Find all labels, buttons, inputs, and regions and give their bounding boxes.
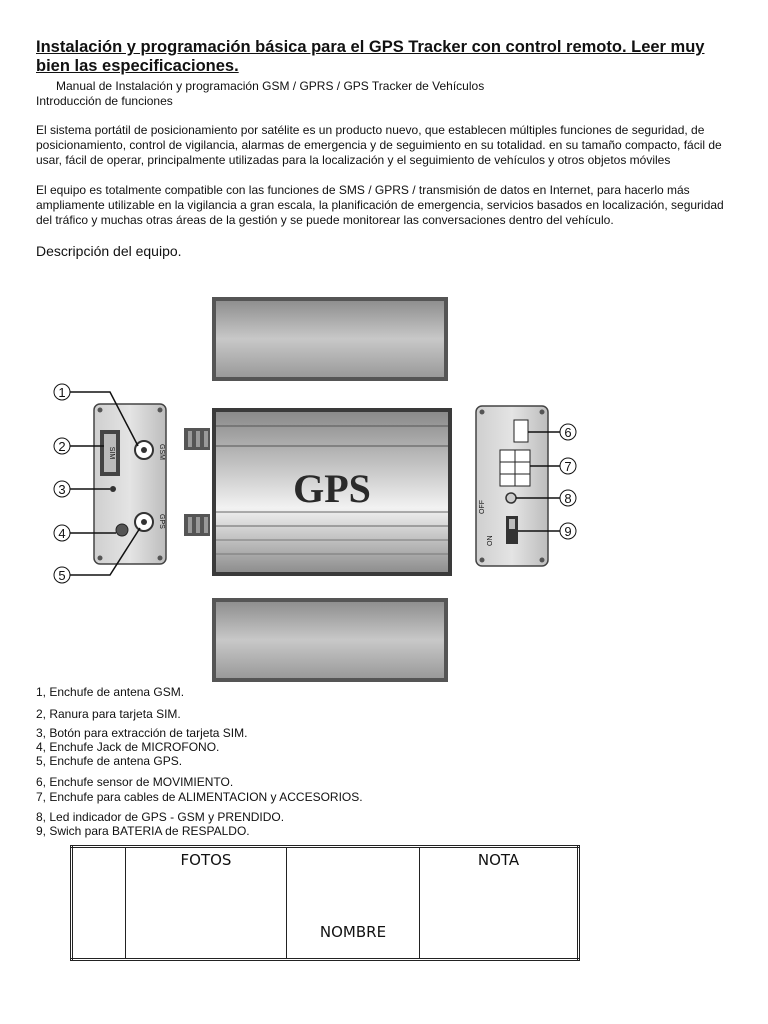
callout-6: 6 xyxy=(564,425,572,440)
device-logo: GPS xyxy=(293,466,371,511)
callout-3: 3 xyxy=(58,482,66,497)
body-connector-top xyxy=(184,428,210,450)
callout-2: 2 xyxy=(58,439,66,454)
intro-heading: Introducción de funciones xyxy=(36,94,173,108)
nombre-label: NOMBRE xyxy=(319,923,387,941)
legend-item-6: 6, Enchufe sensor de MOVIMIENTO. xyxy=(36,775,234,789)
paragraph-1: El sistema portátil de posicionamiento por satélite es un producto nuevo, que establecen múltiples funciones de seguridad, de posicionamiento, control de vigilancia, alarmas de emergencia y de seguimiento en su totalidad. en su tamaño compacto, fácil de usar, fácil de operar, principalmente utilizadas para la localización y el seguimiento de vehículos y otros objetos móviles xyxy=(36,123,722,167)
callout-8: 8 xyxy=(564,491,572,506)
legend-item-5: 5, Enchufe de antena GPS. xyxy=(36,754,183,768)
nota-header: NOTA xyxy=(477,851,520,869)
gsm-port-label: GSM xyxy=(158,444,165,460)
legend-item-7: 7, Enchufe para cables de ALIMENTACION y ACCESORIOS. xyxy=(36,790,363,804)
right-end-panel xyxy=(476,406,548,566)
callout-9: 9 xyxy=(564,524,572,539)
paragraph-2: El equipo es totalmente compatible con las funciones de SMS / GPRS / transmisión de datos en Internet, para hacerlo más ampliamente utilizable en la vigilancia a gran escala, la planificación de emergencia, servicios basados en localización, seguridad del tráfico y muchas otras áreas de la gestión y se puede monitorear las conversaciones dentro del vehículo. xyxy=(36,183,724,227)
fotos-header: FOTOS xyxy=(180,851,232,869)
manual-subtitle: Manual de Instalación y programación GSM / GPRS / GPS Tracker de Vehículos xyxy=(56,79,485,93)
legend-item-1: 1, Enchufe de antena GSM. xyxy=(36,685,185,699)
left-end-panel xyxy=(94,404,166,564)
gps-port-label: GPS xyxy=(158,514,165,529)
callout-7: 7 xyxy=(564,459,572,474)
device-body xyxy=(212,408,452,576)
sim-slot-label: SIM xyxy=(108,446,115,460)
callout-5: 5 xyxy=(58,568,66,583)
legend-item-8: 8, Led indicador de GPS - GSM y PRENDIDO. xyxy=(36,810,285,824)
top-plate xyxy=(212,297,448,381)
record-table xyxy=(70,845,580,961)
table-cell-fotos xyxy=(126,847,287,960)
table-cell-blank xyxy=(72,847,126,960)
bottom-plate xyxy=(212,598,448,682)
legend-item-4: 4, Enchufe Jack de MICROFONO. xyxy=(36,740,220,754)
callout-4: 4 xyxy=(58,526,66,541)
legend-item-3: 3, Botón para extracción de tarjeta SIM. xyxy=(36,726,248,740)
switch-on-label: ON xyxy=(487,535,494,546)
body-connector-bottom xyxy=(184,514,210,536)
switch-off-label: OFF xyxy=(479,500,486,514)
document-title: Instalación y programación básica para el GPS Tracker con control remoto. Leer muy bien las especificaciones. xyxy=(36,38,705,75)
callout-1: 1 xyxy=(58,385,66,400)
legend-item-9: 9, Swich para BATERIA de RESPALDO. xyxy=(36,824,250,838)
equipment-heading: Descripción del equipo. xyxy=(36,243,182,259)
table-cell-nombre xyxy=(287,847,420,960)
legend-item-2: 2, Ranura para tarjeta SIM. xyxy=(36,707,181,721)
table-cell-nota xyxy=(420,847,579,960)
